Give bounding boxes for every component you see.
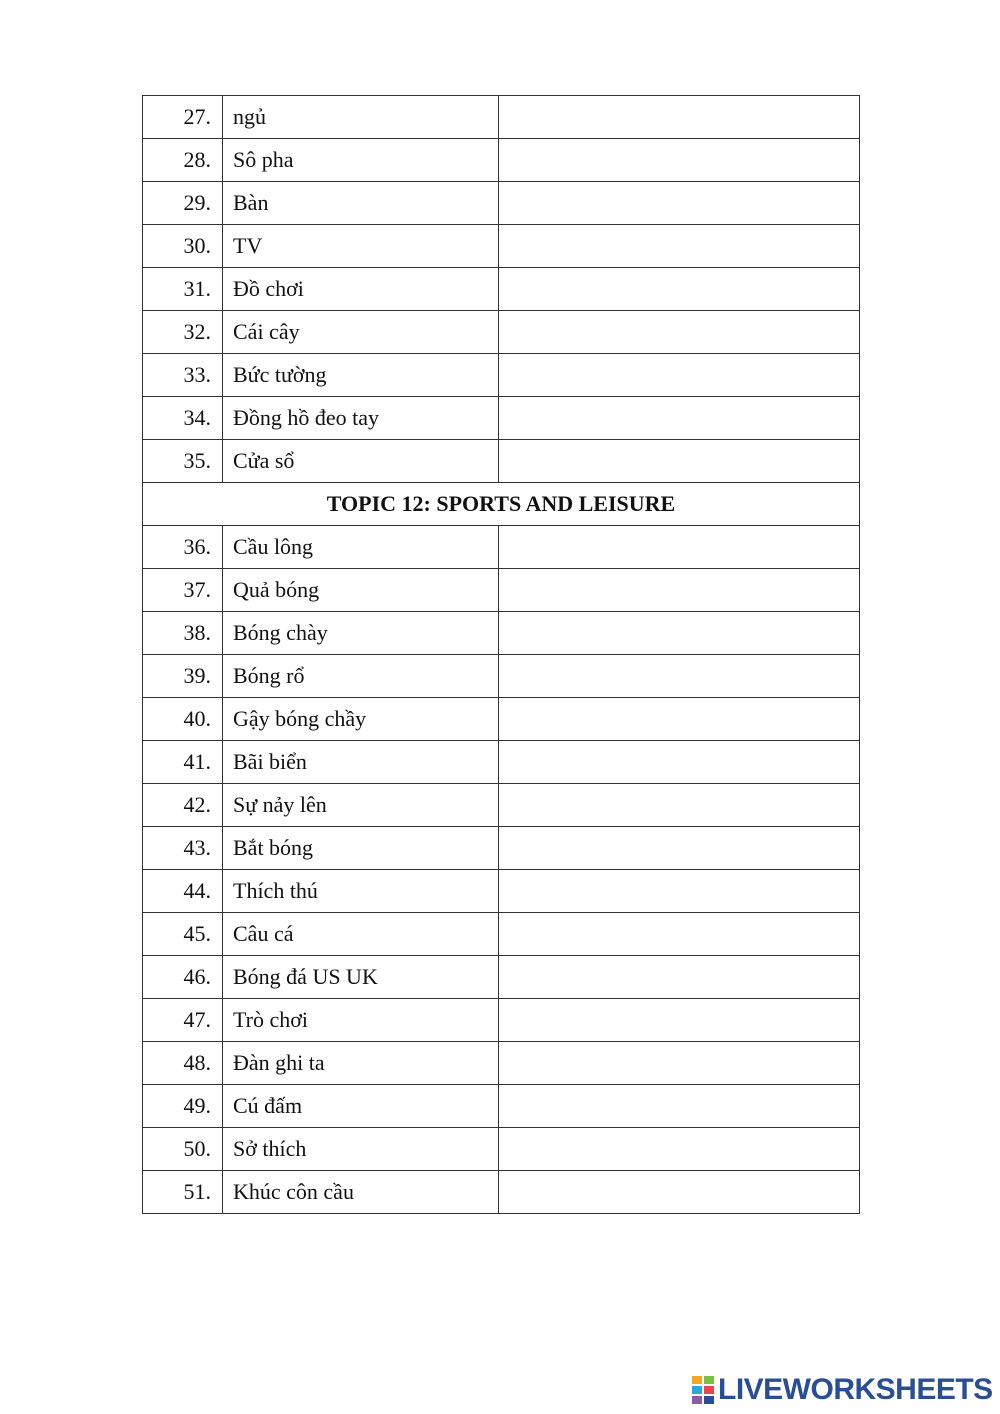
table-row [143,741,860,784]
table-row [143,612,860,655]
item-number: 49. [143,1085,223,1128]
table-row [143,397,860,440]
vocabulary-table-body [143,96,860,1214]
item-number: 45. [143,913,223,956]
item-number: 43. [143,827,223,870]
vietnamese-word: ngủ [223,96,499,139]
table-row [143,354,860,397]
item-number: 50. [143,1128,223,1171]
vietnamese-word: Đàn ghi ta [223,1042,499,1085]
answer-field[interactable] [499,440,860,483]
answer-field[interactable] [499,182,860,225]
vietnamese-word: Thích thú [223,870,499,913]
answer-field[interactable] [499,569,860,612]
table-row [143,1042,860,1085]
item-number: 34. [143,397,223,440]
vietnamese-word: TV [223,225,499,268]
vietnamese-word: Bóng rổ [223,655,499,698]
answer-field[interactable] [499,999,860,1042]
topic-header-row [143,483,860,526]
item-number: 41. [143,741,223,784]
answer-field[interactable] [499,956,860,999]
table-row [143,1171,860,1214]
item-number: 47. [143,999,223,1042]
answer-field[interactable] [499,655,860,698]
item-number: 37. [143,569,223,612]
vietnamese-word: Cú đấm [223,1085,499,1128]
vietnamese-word: Sự nảy lên [223,784,499,827]
item-number: 28. [143,139,223,182]
answer-field[interactable] [499,311,860,354]
table-row [143,1128,860,1171]
answer-field[interactable] [499,96,860,139]
answer-field[interactable] [499,526,860,569]
table-row [143,913,860,956]
vietnamese-word: Bóng đá US UK [223,956,499,999]
vocabulary-table [142,95,860,1214]
vietnamese-word: Sở thích [223,1128,499,1171]
table-row [143,225,860,268]
liveworksheets-logo [692,1374,993,1406]
vietnamese-word: Cái cây [223,311,499,354]
table-row [143,698,860,741]
table-row [143,569,860,612]
vietnamese-word: Bóng chày [223,612,499,655]
item-number: 40. [143,698,223,741]
table-row [143,182,860,225]
vietnamese-word: Bãi biển [223,741,499,784]
topic-title: TOPIC 12: SPORTS AND LEISURE [143,483,860,526]
answer-field[interactable] [499,741,860,784]
answer-field[interactable] [499,268,860,311]
table-row [143,1085,860,1128]
table-row [143,784,860,827]
table-row [143,526,860,569]
table-row [143,440,860,483]
item-number: 27. [143,96,223,139]
answer-field[interactable] [499,225,860,268]
answer-field[interactable] [499,1085,860,1128]
item-number: 29. [143,182,223,225]
table-row [143,96,860,139]
item-number: 33. [143,354,223,397]
table-row [143,999,860,1042]
item-number: 32. [143,311,223,354]
item-number: 31. [143,268,223,311]
item-number: 30. [143,225,223,268]
answer-field[interactable] [499,1042,860,1085]
vietnamese-word: Cầu lông [223,526,499,569]
table-row [143,311,860,354]
vietnamese-word: Đồng hồ đeo tay [223,397,499,440]
answer-field[interactable] [499,354,860,397]
item-number: 36. [143,526,223,569]
vietnamese-word: Quả bóng [223,569,499,612]
vietnamese-word: Cửa sổ [223,440,499,483]
answer-field[interactable] [499,1128,860,1171]
vietnamese-word: Gậy bóng chầy [223,698,499,741]
table-row [143,870,860,913]
table-row [143,827,860,870]
item-number: 44. [143,870,223,913]
item-number: 42. [143,784,223,827]
answer-field[interactable] [499,870,860,913]
vietnamese-word: Đồ chơi [223,268,499,311]
item-number: 46. [143,956,223,999]
answer-field[interactable] [499,1171,860,1214]
answer-field[interactable] [499,827,860,870]
item-number: 35. [143,440,223,483]
liveworksheets-logo-icon [692,1376,714,1404]
answer-field[interactable] [499,139,860,182]
table-row [143,956,860,999]
answer-field[interactable] [499,397,860,440]
answer-field[interactable] [499,913,860,956]
table-row [143,655,860,698]
vietnamese-word: Câu cá [223,913,499,956]
vietnamese-word: Trò chơi [223,999,499,1042]
item-number: 48. [143,1042,223,1085]
table-row [143,139,860,182]
vietnamese-word: Sô pha [223,139,499,182]
answer-field[interactable] [499,784,860,827]
vietnamese-word: Bức tường [223,354,499,397]
item-number: 38. [143,612,223,655]
vietnamese-word: Bàn [223,182,499,225]
vietnamese-word: Khúc côn cầu [223,1171,499,1214]
answer-field[interactable] [499,698,860,741]
logo-wordmark: LIVEWORKSHEETS [718,1373,993,1406]
vietnamese-word: Bắt bóng [223,827,499,870]
table-row [143,268,860,311]
answer-field[interactable] [499,612,860,655]
item-number: 39. [143,655,223,698]
item-number: 51. [143,1171,223,1214]
